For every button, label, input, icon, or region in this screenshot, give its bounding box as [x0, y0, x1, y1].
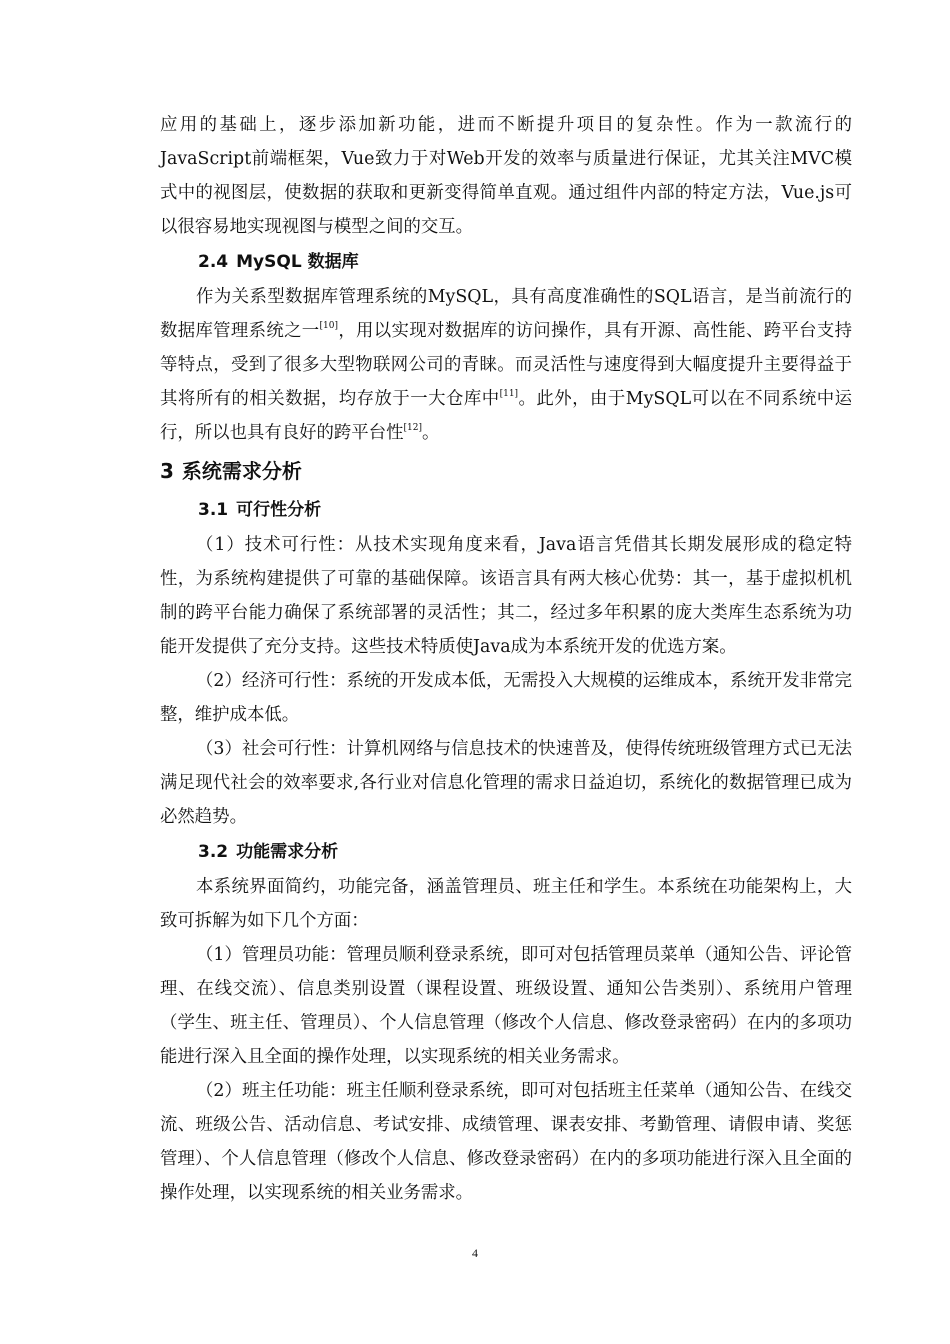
heading-title: 系统需求分析: [181, 459, 302, 483]
citation-ref: [11]: [499, 389, 519, 399]
paragraph: [160, 528, 852, 664]
paragraph: [160, 108, 852, 244]
citation-ref: [10]: [319, 321, 338, 331]
text-run: 作为关系型数据库管理系统的MySQL，具有高度准确性的SQL语言，是当前流行的数据库管理系统之一: [160, 287, 852, 341]
subsection-heading: [160, 492, 852, 528]
text-run: 应用的基础上，逐步添加新功能，进而不断提升项目的复杂性。作为一款流行的JavaScript前端框架，Vue致力于对Web开发的效率与质量进行保证，尤其关注MVC模式中的视图层，使数据的获取和更新变得简单直观。通过组件内部的特定方法，Vue.js可以很容易地实现视图与模型之间的交互。: [160, 115, 852, 237]
heading-number: 3.2: [198, 842, 229, 862]
page-number: 4: [472, 1246, 478, 1260]
text-run: 。此外，由于MySQL可以在不同系统中运行，所以也具有良好的跨平台性: [160, 389, 852, 443]
paragraph: [160, 938, 852, 1074]
heading-title: 功能需求分析: [236, 842, 339, 862]
text-run: 本系统界面简约，功能完备，涵盖管理员、班主任和学生。本系统在功能架构上，大致可拆解为如下几个方面：: [160, 877, 852, 931]
heading-title: MySQL 数据库: [236, 252, 359, 272]
subsection-heading: [160, 834, 852, 870]
heading-number: 3.1: [198, 500, 229, 520]
text-run: ，用以实现对数据库的访问操作，具有开源、高性能、跨平台支持等特点，受到了很多大型物联网公司的青睐。而灵活性与速度得到大幅度提升主要得益于其将所有的相关数据，均存放于一大仓库中: [160, 321, 852, 409]
paragraph: [160, 664, 852, 732]
text-run: （2）经济可行性：系统的开发成本低，无需投入大规模的运维成本，系统开发非常完整，维护成本低。: [160, 671, 852, 725]
paragraph: [160, 280, 852, 450]
text-run: （1）技术可行性：从技术实现角度来看，Java语言凭借其长期发展形成的稳定特性，为系统构建提供了可靠的基础保障。该语言具有两大核心优势：其一，基于虚拟机机制的跨平台能力确保了系统部署的灵活性；其二，经过多年积累的庞大类库生态系统为功能开发提供了充分支持。这些技术特质使Java成为本系统开发的优选方案。: [160, 535, 852, 657]
subsection-heading: [160, 244, 852, 280]
paragraph: [160, 732, 852, 834]
citation-ref: [12]: [403, 423, 422, 433]
heading-number: 2.4: [198, 252, 229, 272]
text-run: （3）社会可行性：计算机网络与信息技术的快速普及，使得传统班级管理方式已无法满足现代社会的效率要求,各行业对信息化管理的需求日益迫切，系统化的数据管理已成为必然趋势。: [160, 739, 852, 827]
paragraph: [160, 870, 852, 938]
text-run: （2）班主任功能：班主任顺利登录系统，即可对包括班主任菜单（通知公告、在线交流、班级公告、活动信息、考试安排、成绩管理、课表安排、考勤管理、请假申请、奖惩管理）、个人信息管理（修改个人信息、修改登录密码）在内的多项功能进行深入且全面的操作处理，以实现系统的相关业务需求。: [160, 1081, 852, 1203]
paragraph: [160, 1074, 852, 1210]
text-run: 。: [421, 423, 440, 443]
page-body: [160, 108, 852, 1210]
section-heading: [160, 450, 852, 492]
heading-title: 可行性分析: [236, 500, 322, 520]
text-run: （1）管理员功能：管理员顺利登录系统，即可对包括管理员菜单（通知公告、评论管理、在线交流）、信息类别设置（课程设置、班级设置、通知公告类别）、系统用户管理（学生、班主任、管理员）、个人信息管理（修改个人信息、修改登录密码）在内的多项功能进行深入且全面的操作处理，以实现系统的相关业务需求。: [160, 945, 852, 1067]
heading-number: 3: [160, 459, 174, 483]
